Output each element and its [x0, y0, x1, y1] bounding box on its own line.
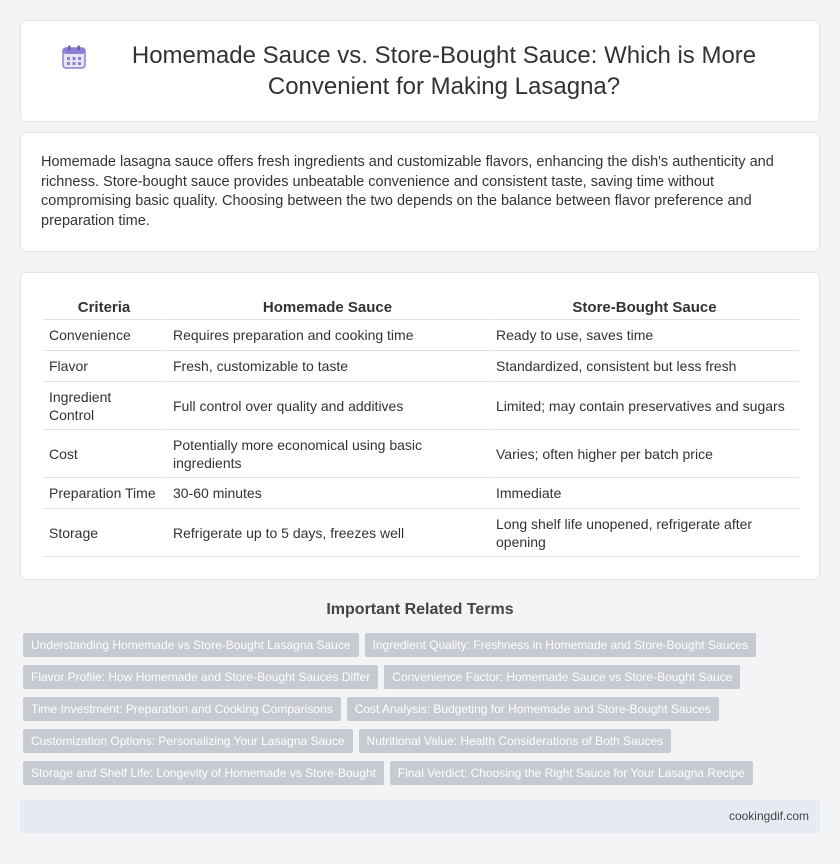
- row-homemade: Full control over quality and additives: [165, 382, 488, 430]
- row-store-bought: Immediate: [488, 478, 799, 509]
- tag-row: [23, 697, 823, 729]
- tag-row: [23, 665, 823, 697]
- row-homemade: Requires preparation and cooking time: [165, 320, 488, 351]
- row-homemade: Potentially more economical using basic ingredients: [165, 430, 488, 478]
- related-terms-heading: Important Related Terms: [326, 601, 514, 618]
- intro-card: [20, 132, 820, 252]
- table-row: [43, 382, 799, 430]
- row-homemade: Fresh, customizable to taste: [165, 351, 488, 382]
- table-row: [43, 430, 799, 478]
- page-title: Homemade Sauce vs. Store-Bought Sauce: Which is More Convenient for Making Lasagna?: [131, 42, 757, 100]
- related-tag[interactable]: Storage and Shelf Life: Longevity of Homemade vs Store-Bought: [23, 761, 384, 785]
- header-store-bought: Store-Bought Sauce: [488, 293, 799, 320]
- table-header-row: [43, 293, 799, 320]
- comparison-table: [43, 293, 799, 557]
- intro-text: Homemade lasagna sauce offers fresh ingredients and customizable flavors, enhancing the dish's authenticity and richness. Store-bought sauce provides unbeatable convenience and consistent taste, saving time without compromising basic quality. Choosing between the two depends on the balance between flavor preference and preparation time.: [41, 154, 774, 229]
- related-tag[interactable]: Convenience Factor: Homemade Sauce vs Store-Bought Sauce: [384, 665, 740, 689]
- row-store-bought: Standardized, consistent but less fresh: [488, 351, 799, 382]
- table-row: [43, 478, 799, 509]
- table-row: [43, 351, 799, 382]
- row-homemade: Refrigerate up to 5 days, freezes well: [165, 509, 488, 557]
- footer-site-link[interactable]: cookingdif.com: [728, 809, 809, 823]
- related-tag[interactable]: Nutritional Value: Health Considerations of Both Sauces: [359, 729, 672, 753]
- header-criteria: Criteria: [43, 293, 165, 320]
- header-homemade: Homemade Sauce: [165, 293, 488, 320]
- row-homemade: 30-60 minutes: [165, 478, 488, 509]
- title-card: [20, 20, 820, 122]
- row-criteria: Preparation Time: [43, 478, 165, 509]
- tag-row: [23, 729, 823, 761]
- row-criteria: Cost: [43, 430, 165, 478]
- related-terms-tags: [23, 633, 823, 793]
- related-tag[interactable]: Final Verdict: Choosing the Right Sauce for Your Lasagna Recipe: [390, 761, 753, 785]
- calendar-icon: [61, 44, 87, 70]
- table-row: [43, 509, 799, 557]
- row-store-bought: Varies; often higher per batch price: [488, 430, 799, 478]
- related-tag[interactable]: Understanding Homemade vs Store-Bought Lasagna Sauce: [23, 633, 359, 657]
- related-tag[interactable]: Time Investment: Preparation and Cooking Comparisons: [23, 697, 341, 721]
- table-row: [43, 320, 799, 351]
- related-tag[interactable]: Cost Analysis: Budgeting for Homemade and Store-Bought Sauces: [347, 697, 719, 721]
- related-tag[interactable]: Ingredient Quality: Freshness in Homemade and Store-Bought Sauces: [365, 633, 757, 657]
- tag-row: [23, 633, 823, 665]
- tag-row: [23, 761, 823, 793]
- row-criteria: Ingredient Control: [43, 382, 165, 430]
- row-criteria: Flavor: [43, 351, 165, 382]
- comparison-card: [20, 272, 820, 580]
- row-store-bought: Long shelf life unopened, refrigerate after opening: [488, 509, 799, 557]
- row-criteria: Storage: [43, 509, 165, 557]
- row-store-bought: Limited; may contain preservatives and sugars: [488, 382, 799, 430]
- related-tag[interactable]: Customization Options: Personalizing Your Lasagna Sauce: [23, 729, 353, 753]
- row-store-bought: Ready to use, saves time: [488, 320, 799, 351]
- footer: [20, 800, 820, 833]
- title-wrap: [61, 40, 779, 102]
- related-tag[interactable]: Flavor Profile: How Homemade and Store-Bought Sauces Differ: [23, 665, 378, 689]
- row-criteria: Convenience: [43, 320, 165, 351]
